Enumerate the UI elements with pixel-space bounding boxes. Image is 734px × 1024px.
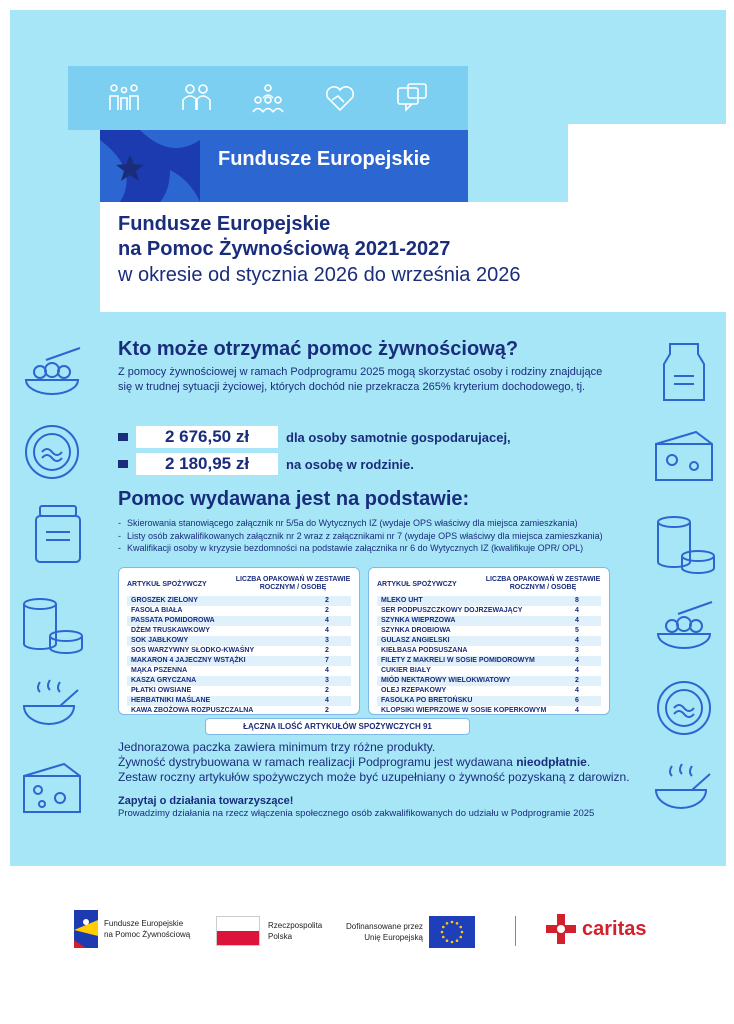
- table-body: [127, 596, 351, 716]
- table-row: [127, 666, 351, 676]
- food-qty: 4: [575, 687, 579, 694]
- food-qty: 4: [325, 617, 329, 624]
- food-name: SOS WARZYWNY SŁODKO-KWAŚNY: [131, 647, 255, 654]
- food-name: CUKIER BIAŁY: [381, 667, 431, 674]
- spaghetti-icon: [652, 594, 716, 658]
- food-qty: 4: [325, 627, 329, 634]
- table-row: [127, 686, 351, 696]
- logo-fe: [74, 910, 190, 948]
- info-line2: [118, 755, 678, 770]
- food-qty: 4: [575, 667, 579, 674]
- info-line3: Zestaw roczny artykułów spożywczych może być uzupełniany o żywność pozyskaną z darowizn.: [118, 770, 630, 784]
- food-name: KLOPSIKI WIEPRZOWE W SOSIE KOPERKOWYM: [381, 707, 547, 714]
- fe-logo-line1: Fundusze Europejskie: [104, 919, 184, 928]
- col-article: ARTYKUŁ SPOŻYWCZY: [377, 580, 457, 588]
- title-box: [100, 202, 726, 312]
- food-name: MLEKO UHT: [381, 597, 423, 604]
- food-qty: 6: [575, 697, 579, 704]
- col-article: ARTYKUŁ SPOŻYWCZY: [127, 580, 207, 588]
- dish-icon: [652, 676, 716, 740]
- table-header: [127, 572, 351, 596]
- table-row: [127, 676, 351, 686]
- fe-logo-line2: na Pomoc Żywnościową: [104, 930, 191, 939]
- food-qty: 3: [325, 677, 329, 684]
- table-row: [127, 656, 351, 666]
- fe-band-label: Fundusze Europejskie: [218, 148, 431, 170]
- food-name: SER PODPUSZCZKOWY DOJRZEWAJĄCY: [381, 607, 523, 614]
- food-name: GROSZEK ZIELONY: [131, 597, 198, 604]
- food-qty: 4: [325, 697, 329, 704]
- who-text: Z pomocy żywnościowej w ramach Podprogramu 2025 mogą skorzystać osoby i rodziny znajdujące się w trudnej sytuacji życiowej, których dochód nie przekracza 265% kryterium dochodowego, tj.: [118, 366, 603, 393]
- eu-flag-icon: [429, 916, 475, 948]
- logo-caritas: [546, 914, 647, 944]
- amount-value: 2 180,95 zł: [136, 453, 278, 475]
- amount-desc: na osobę w rodzinie.: [286, 456, 414, 472]
- plate-icon: [20, 420, 84, 484]
- food-qty: 3: [325, 637, 329, 644]
- heart-hands-icon: [322, 80, 358, 116]
- table-row: [127, 626, 351, 636]
- basis-heading: Pomoc wydawana jest na podstawie:: [118, 488, 470, 510]
- food-name: PASSATA POMIDOROWA: [131, 617, 215, 624]
- fe-logo-icon: [74, 910, 98, 948]
- pl-logo-line2: Polska: [268, 932, 293, 941]
- pl-logo-text: [268, 920, 322, 942]
- poland-flag-icon: [216, 916, 260, 946]
- title-line3: w okresie od stycznia 2026 do września 2026: [118, 264, 521, 286]
- chat-icon: [394, 80, 430, 116]
- food-name: MAKARON 4 JAJECZNY WSTĄŻKI: [131, 657, 246, 664]
- amount-desc: dla osoby samotnie gospodarujacej,: [286, 429, 511, 445]
- table-row: [377, 596, 601, 606]
- food-qty: 2: [325, 687, 329, 694]
- table-row: [127, 696, 351, 706]
- food-qty: 4: [575, 617, 579, 624]
- table-header: [377, 572, 601, 596]
- table-row: [127, 596, 351, 606]
- food-name: SZYNKA WIEPRZOWA: [381, 617, 456, 624]
- food-name: MIÓD NEKTAROWY WIELOKWIATOWY: [381, 677, 511, 684]
- food-name: OLEJ RZEPAKOWY: [381, 687, 447, 694]
- cheese-icon: [20, 756, 84, 820]
- food-qty: 2: [325, 647, 329, 654]
- bullet-icon: [118, 460, 128, 468]
- people-icon: [178, 80, 214, 116]
- table-body: [377, 596, 601, 716]
- amount-row-family: [118, 453, 414, 475]
- food-name: FASOLA BIAŁA: [131, 607, 183, 614]
- caritas-cross-icon: [546, 914, 576, 944]
- table-row: [377, 646, 601, 656]
- table-row: [377, 616, 601, 626]
- amount-value: 2 676,50 zł: [136, 426, 278, 448]
- table-row: [377, 636, 601, 646]
- table-row: [127, 616, 351, 626]
- group-icon: [250, 80, 286, 116]
- info-line1: Jednorazowa paczka zawiera minimum trzy różne produkty.: [118, 740, 436, 754]
- food-qty: 4: [575, 607, 579, 614]
- table-row: [377, 686, 601, 696]
- food-name: DŻEM TRUSKAWKOWY: [131, 627, 210, 634]
- cheese-block-icon: [652, 424, 716, 488]
- food-name: SZYNKA DROBIOWA: [381, 627, 451, 634]
- logo-pl: [216, 916, 322, 946]
- basis-item: - Skierowania stanowiącego załącznik nr 5/5a do Wytycznych IZ (wydaje OPS właściwy dla miejsca zamieszkania): [118, 517, 638, 530]
- title-line2: na Pomoc Żywnościową 2021-2027: [118, 238, 451, 260]
- table-row: [377, 706, 601, 716]
- milk-carton-icon: [652, 340, 716, 404]
- food-name: FASOLKA PO BRETOŃSKU: [381, 697, 473, 704]
- tin-cans-icon: [652, 512, 716, 576]
- stars-graphic: [100, 130, 200, 202]
- food-qty: 4: [325, 667, 329, 674]
- food-name: MĄKA PSZENNA: [131, 667, 188, 674]
- food-qty: 2: [325, 707, 329, 714]
- basis-item: - Kwalifikacji osoby w kryzysie bezdomności na podstawie załącznika nr 6 do Wytycznych IZ (kwalifikuje OPR/ OPL): [118, 542, 638, 555]
- info-line2-text: Żywność dystrybuowana w ramach realizacji Podprogramu jest wydawana: [118, 755, 517, 769]
- table-row: [377, 656, 601, 666]
- col-qty: LICZBA OPAKOWAŃ W ZESTAWIE ROCZNYM / OSOBĘ: [235, 576, 351, 591]
- food-qty: 2: [325, 597, 329, 604]
- table-row: [377, 696, 601, 706]
- eu-logo-line1: Dofinansowane przez: [346, 922, 423, 931]
- pl-logo-line1: Rzeczpospolita: [268, 921, 323, 930]
- info-section: [118, 740, 678, 820]
- food-table-left: [118, 567, 360, 715]
- basis-item: - Listy osób zakwalifikowanych załącznik nr 2 wraz z załącznikami nr 7 (wydaje OPS właściwy dla miejsca zamieszkania): [118, 530, 638, 543]
- food-qty: 4: [575, 707, 579, 714]
- bullet-icon: [118, 433, 128, 441]
- table-row: [377, 606, 601, 616]
- soup-bowl-icon: [20, 676, 84, 740]
- food-name: GULASZ ANGIELSKI: [381, 637, 450, 644]
- table-row: [377, 626, 601, 636]
- food-qty: 2: [325, 607, 329, 614]
- title-line1: Fundusze Europejskie: [118, 213, 331, 235]
- table-row: [377, 676, 601, 686]
- food-name: PŁATKI OWSIANE: [131, 687, 192, 694]
- food-name: SOK JABŁKOWY: [131, 637, 189, 644]
- food-name: KAWA ZBOŻOWA ROZPUSZCZALNA: [131, 707, 254, 714]
- fe-logo-text: [104, 918, 190, 940]
- table-row: [127, 706, 351, 716]
- col-qty: LICZBA OPAKOWAŃ W ZESTAWIE ROCZNYM / OSOBĘ: [485, 576, 601, 591]
- ask-desc: Prowadzimy działania na rzecz włączenia społecznego osób zakwalifikowanych do udziału w Podprogramie 2025: [118, 808, 595, 819]
- table-row: [377, 666, 601, 676]
- food-qty: 2: [575, 677, 579, 684]
- eu-logo-text: [346, 921, 423, 943]
- food-name: KASZA GRYCZANA: [131, 677, 197, 684]
- food-name: KIEŁBASA PODSUSZANA: [381, 647, 468, 654]
- caritas-text: caritas: [582, 917, 647, 940]
- food-qty: 8: [575, 597, 579, 604]
- food-qty: 5: [575, 627, 579, 634]
- food-qty: 4: [575, 657, 579, 664]
- jar-icon: [26, 502, 90, 566]
- table-row: [127, 606, 351, 616]
- total-box: ŁĄCZNA ILOŚĆ ARTYKUŁÓW SPOŻYWCZYCH 91: [205, 718, 470, 735]
- divider: [515, 916, 516, 946]
- info-line2-end: .: [586, 755, 591, 769]
- food-qty: 4: [575, 637, 579, 644]
- food-qty: 7: [325, 657, 329, 664]
- basis-list: [118, 517, 638, 555]
- ask-heading: Zapytaj o działania towarzyszące!: [118, 795, 294, 807]
- table-row: [127, 646, 351, 656]
- table-row: [127, 636, 351, 646]
- food-table-right: [368, 567, 610, 715]
- logo-eu: [346, 916, 475, 948]
- cans-icon: [20, 592, 84, 656]
- food-qty: 3: [575, 647, 579, 654]
- star-shape-icon: [100, 130, 200, 202]
- food-name: HERBATNIKI MAŚLANE: [131, 697, 211, 704]
- family-icon: [106, 80, 142, 116]
- icon-band: [68, 66, 468, 130]
- eu-logo-line2: Unię Europejską: [364, 933, 423, 942]
- amount-row-single: [118, 426, 511, 448]
- info-line2-bold: nieodpłatnie: [516, 755, 587, 769]
- who-section: [118, 338, 618, 395]
- pasta-bowl-icon: [20, 340, 84, 404]
- who-heading: Kto może otrzymać pomoc żywnościową?: [118, 338, 519, 360]
- food-name: FILETY Z MAKRELI W SOSIE POMIDOROWYM: [381, 657, 535, 664]
